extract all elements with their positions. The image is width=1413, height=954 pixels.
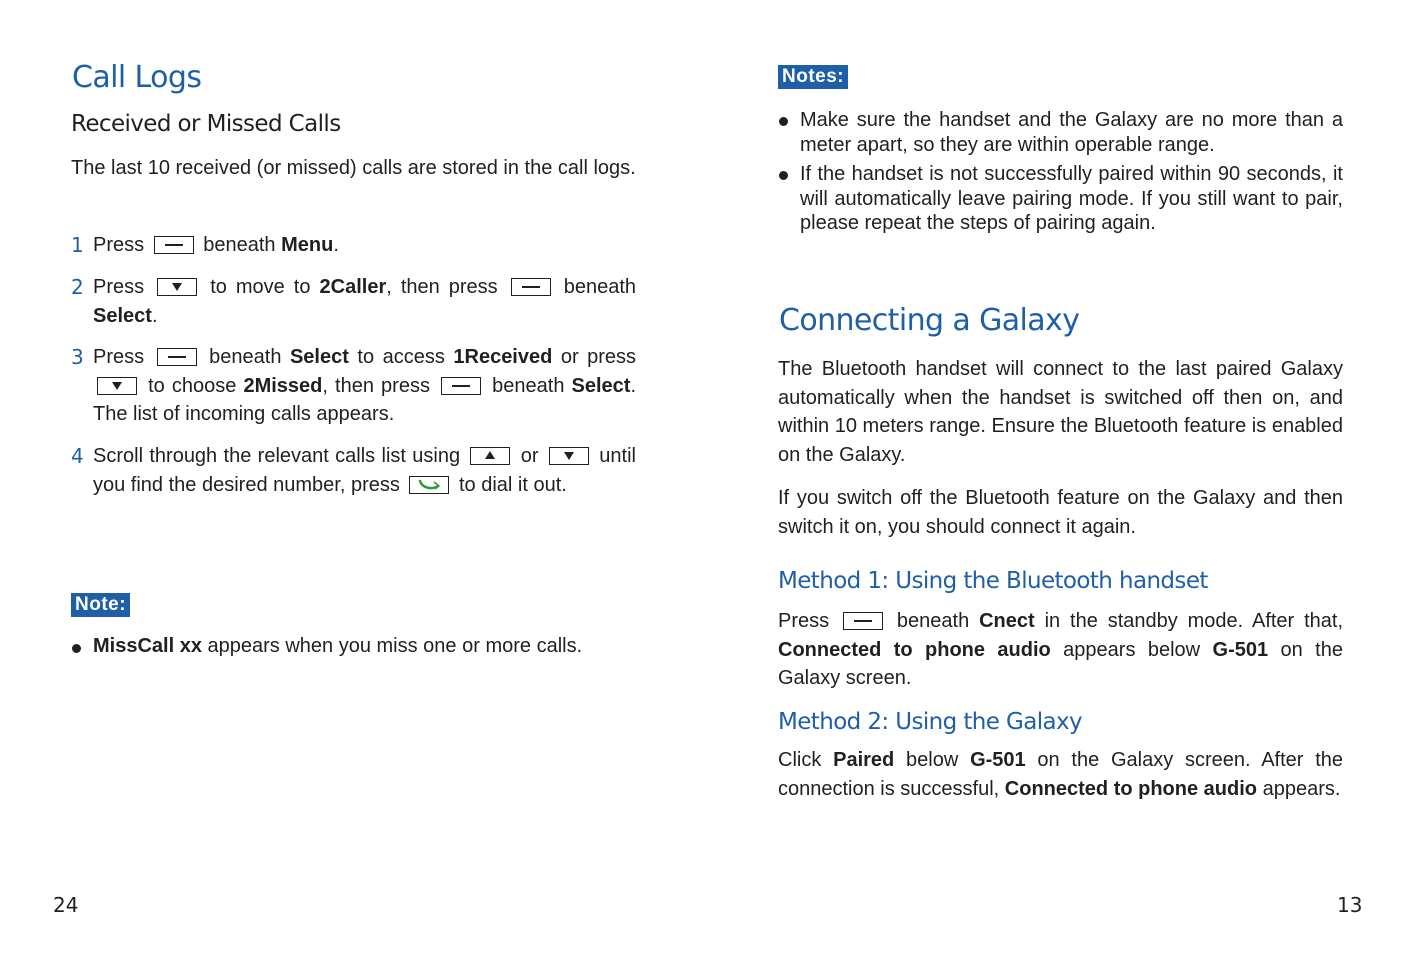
step-text: until you find the desired number, press (93, 445, 636, 496)
method-text: on the Galaxy screen. (778, 638, 1343, 689)
method-text: Press (778, 610, 830, 632)
step-text: Scroll through the relevant calls list using (93, 445, 461, 467)
step-text: to choose (148, 374, 237, 397)
step-bold-text: 2Missed (243, 374, 323, 397)
soft-key-dash-icon (441, 377, 481, 395)
method-bold-text: G-501 (1212, 638, 1269, 661)
method-1-text (778, 607, 1343, 693)
left-page (71, 0, 636, 954)
right-page (778, 0, 1343, 954)
note-bold-text: MissCall xx (93, 635, 202, 657)
step-text: Press (93, 276, 145, 298)
method-text: beneath (896, 610, 970, 632)
step-number: 2 (71, 275, 84, 299)
step-3 (71, 343, 636, 429)
note-text: Make sure the handset and the Galaxy are no more than a meter apart, so they are within operable range. (800, 109, 1343, 156)
step-text: . (151, 304, 158, 327)
connect-paragraph-1: The Bluetooth handset will connect to the last paired Galaxy automatically when the handset is switched off then on, and within 10 meters range. Ensure the Bluetooth feature is enabled on the Galaxy. (778, 358, 1343, 466)
step-4 (71, 442, 636, 499)
connect-paragraph-2: If you switch off the Bluetooth feature on the Galaxy and then switch it on, you should connect it again. (778, 487, 1343, 538)
note-list (71, 635, 636, 658)
soft-key-dash-icon (157, 348, 197, 366)
section-subtitle: Received or Missed Calls (71, 111, 341, 137)
step-text: Press (93, 234, 145, 256)
method-bold-text: G-501 (970, 749, 1026, 771)
page-number-right: 13 (1337, 893, 1363, 917)
method-text: appears. (1262, 777, 1341, 800)
list-item (778, 108, 1343, 157)
step-bold-text: Select (571, 374, 631, 397)
method-bold-text: Paired (833, 749, 895, 771)
soft-key-dash-icon (511, 278, 551, 296)
soft-key-dash-icon (154, 236, 194, 254)
up-arrow-key-icon (470, 447, 510, 465)
list-item (71, 635, 636, 658)
step-text: or press (560, 346, 637, 368)
step-text: to move to (210, 276, 311, 298)
note-label: Note: (71, 593, 130, 617)
method-bold-text: Connected to phone audio (1004, 777, 1258, 800)
step-number: 4 (71, 444, 84, 468)
method-bold-text: Connected to phone audio (778, 638, 1051, 661)
step-text: beneath (563, 276, 637, 298)
step-text: . (333, 234, 339, 256)
method-text: in the standby mode. After that, (1044, 610, 1344, 632)
method-2-text (778, 746, 1343, 803)
method-text: below (906, 749, 959, 771)
step-text: to access (357, 346, 445, 368)
step-text: . The list of incoming calls appears. (93, 374, 637, 425)
step-text: , then press (386, 276, 498, 298)
call-key-icon (409, 476, 449, 494)
bullet-icon (779, 117, 788, 126)
step-text: Press (93, 346, 145, 368)
note-text: If the handset is not successfully paired within 90 seconds, it will automatically leave pairing mode. If you still want to pair, please repeat the steps of pairing again. (800, 163, 1343, 234)
step-text: beneath (209, 346, 282, 368)
down-arrow-key-icon (549, 447, 589, 465)
step-bold-text: 2Caller (319, 276, 387, 298)
step-text: to dial it out. (458, 473, 567, 496)
section-title: Connecting a Galaxy (779, 303, 1080, 338)
step-text: or (520, 445, 539, 467)
method-bold-text: Cnect (979, 610, 1035, 632)
step-1 (71, 231, 636, 260)
step-bold-text: Menu (281, 234, 334, 256)
notes-label: Notes: (778, 65, 848, 89)
bullet-icon (72, 644, 81, 653)
step-bold-text: Select (93, 304, 152, 327)
step-text: beneath (203, 234, 276, 256)
intro-paragraph: The last 10 received (or missed) calls are stored in the call logs. (71, 157, 636, 179)
step-bold-text: 1Received (453, 346, 553, 368)
note-text: appears when you miss one or more calls. (207, 635, 583, 657)
soft-key-dash-icon (843, 612, 883, 630)
step-text: beneath (492, 374, 565, 397)
page-title: Call Logs (72, 60, 202, 95)
list-item (778, 162, 1343, 236)
page-number-left: 24 (53, 893, 79, 917)
step-text: , then press (322, 374, 430, 397)
step-number: 3 (71, 345, 84, 369)
step-number: 1 (71, 233, 84, 257)
notes-list (778, 108, 1343, 236)
method-text: on the Galaxy screen. After the connection is successful, (778, 749, 1344, 800)
method-2-title: Method 2: Using the Galaxy (778, 709, 1083, 735)
method-1-title: Method 1: Using the Bluetooth handset (778, 568, 1208, 594)
step-bold-text: Select (289, 346, 349, 368)
method-text: appears below (1063, 638, 1201, 661)
down-arrow-key-icon (97, 377, 137, 395)
method-text: Click (778, 749, 822, 771)
bullet-icon (779, 171, 788, 180)
step-2 (71, 273, 636, 330)
down-arrow-key-icon (157, 278, 197, 296)
